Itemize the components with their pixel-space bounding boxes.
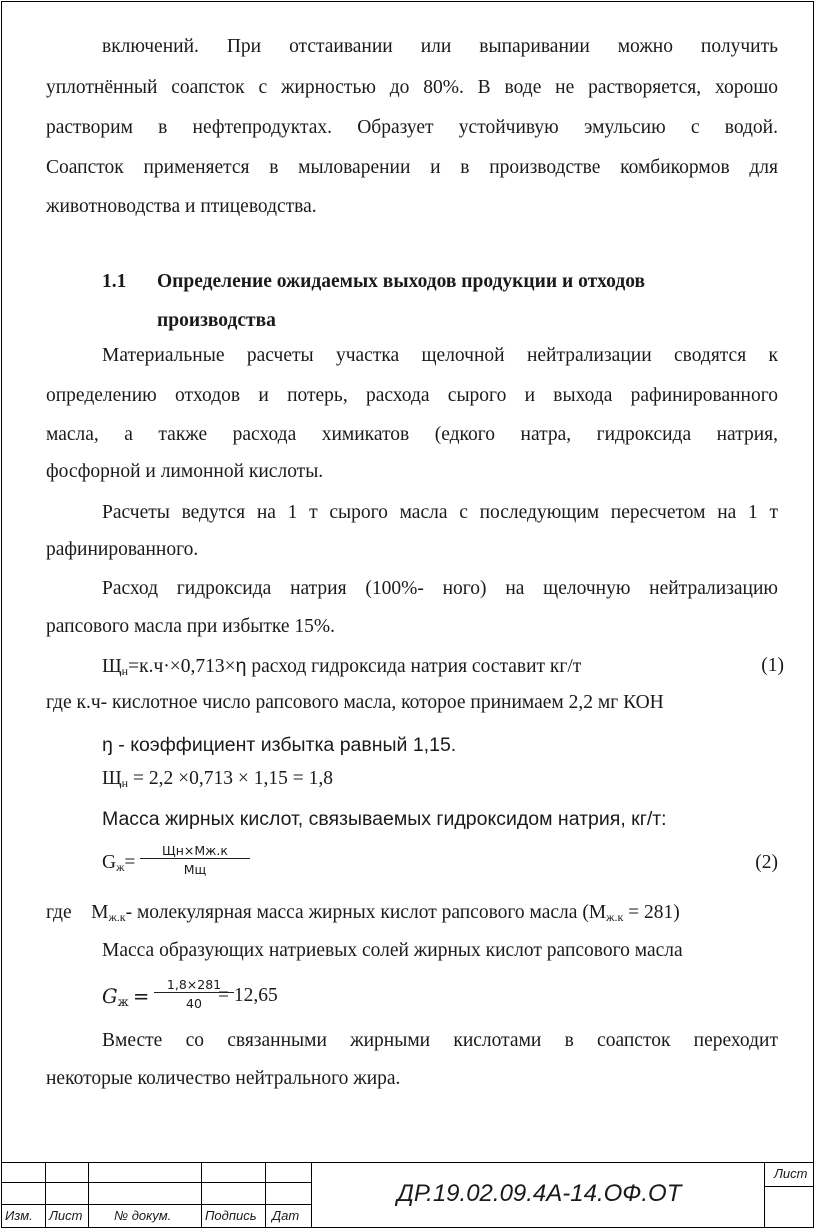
- calc-result: = 12,65: [218, 985, 278, 1006]
- section-number: 1.1: [102, 271, 127, 292]
- text-line: уплотнённый соапсток с жирностью до 80%. В воде не растворяется, хорошо: [46, 77, 778, 98]
- text-line: определению отходов и потерь, расхода сырого и выхода рафинированного: [46, 385, 778, 406]
- calc-eq: =: [133, 985, 150, 1008]
- text-line: некоторые количество нейтрального жира.: [46, 1068, 401, 1089]
- fraction-numerator: Щн×Мж.к: [140, 843, 250, 859]
- label-doc-no: № докум.: [114, 1208, 172, 1223]
- eta-text: - коэффициент избытка равный 1,15.: [112, 734, 457, 756]
- label-izm: Изм.: [5, 1208, 33, 1223]
- text-line: Расход гидроксида натрия (100%- ного) на щелочную нейтрализацию: [102, 578, 778, 599]
- eta-symbol: ŋ: [102, 734, 113, 756]
- formula-sub: ж: [116, 860, 125, 874]
- eta-definition: [102, 734, 782, 757]
- eta-symbol: η: [235, 655, 247, 677]
- formula-sub: н: [121, 664, 129, 678]
- text-line: масла, а также расхода химикатов (едкого натра, гидроксида натрия,: [46, 424, 778, 445]
- formula-tail: расход гидроксида натрия составит кг/т: [246, 656, 582, 677]
- where-prefix: где М: [46, 902, 109, 923]
- formula-lhs: Щ: [102, 656, 122, 677]
- section-title: Определение ожидаемых выходов продукции и отходов: [157, 271, 646, 292]
- grid-line: [764, 1162, 765, 1228]
- label-list: Лист: [49, 1208, 83, 1223]
- text-line: рафинированного.: [46, 539, 199, 560]
- text-line: Масса образующих натриевых солей жирных кислот рапсового масла: [102, 940, 683, 961]
- text-line: Расчеты ведутся на 1 т сырого масла с последующим пересчетом на 1 т: [102, 502, 778, 523]
- text-line: включений. При отстаивании или выпаривании можно получить: [102, 36, 778, 57]
- calc-rest: = 2,2 ×0,713 × 1,15 = 1,8: [128, 768, 333, 789]
- text-line: Материальные расчеты участка щелочной нейтрализации сводятся к: [102, 345, 778, 366]
- calculation-1: [102, 768, 782, 791]
- formula-lhs: G: [102, 852, 117, 873]
- calc-lhs: G: [102, 985, 118, 1008]
- where-sub: ж.к: [108, 910, 126, 924]
- where-suffix: = 281): [623, 902, 680, 923]
- grid-line: [88, 1162, 89, 1228]
- text-line: рапсового масла при избытке 15%.: [46, 616, 336, 637]
- label-sheet: Лист: [774, 1166, 808, 1181]
- text-line: животноводства и птицеводства.: [46, 196, 317, 217]
- formula-eq: =: [124, 852, 136, 873]
- title-block-top-border: [1, 1162, 814, 1163]
- where-sub2: ж.к: [606, 910, 624, 924]
- text-line: Соапсток применяется в мыловарении и в производстве комбикормов для: [46, 157, 778, 178]
- calc-lhs: Щ: [102, 768, 122, 789]
- calc-sub: ж: [117, 995, 129, 1009]
- formula-1: [102, 655, 782, 679]
- grid-line: [265, 1162, 266, 1228]
- text-line: растворим в нефтепродуктах. Образует устойчивую эмульсию с водой.: [46, 117, 778, 138]
- fraction-2: [140, 843, 250, 877]
- equation-number: (2): [755, 852, 778, 873]
- text-line: фосфорной и лимонной кислоты.: [46, 461, 324, 482]
- text-line: Вместе со связанными жирными кислотами в соапсток переходит: [102, 1030, 778, 1051]
- where-2: [46, 902, 778, 925]
- label-date: Дат: [272, 1208, 300, 1223]
- calc-sub: н: [121, 776, 129, 790]
- text-line: где к.ч- кислотное число рапсового масла, которое принимаем 2,2 мг КОН: [46, 692, 664, 713]
- where-middle: - молекулярная масса жирных кислот рапсового масла (М: [125, 902, 607, 923]
- fraction-denominator: 40: [186, 996, 202, 1011]
- equation-number: (1): [761, 655, 784, 676]
- document-code: ДР.19.02.09.4А-14.ОФ.ОТ: [397, 1180, 682, 1207]
- section-title: производства: [157, 310, 276, 331]
- fraction-numerator: 1,8×281: [154, 977, 234, 993]
- formula-2-lhs: [102, 852, 142, 875]
- grid-line: [45, 1162, 46, 1228]
- label-sign: Подпись: [205, 1208, 257, 1223]
- text-line: Масса жирных кислот, связываемых гидроксидом натрия, кг/т:: [102, 808, 667, 830]
- grid-line: [201, 1162, 202, 1228]
- grid-line: [311, 1162, 312, 1228]
- formula-rhs: =к.ч·×0,713×: [128, 656, 236, 677]
- grid-line: [764, 1186, 814, 1187]
- fraction-denominator: Мщ: [183, 862, 207, 877]
- title-block: [1, 1162, 814, 1228]
